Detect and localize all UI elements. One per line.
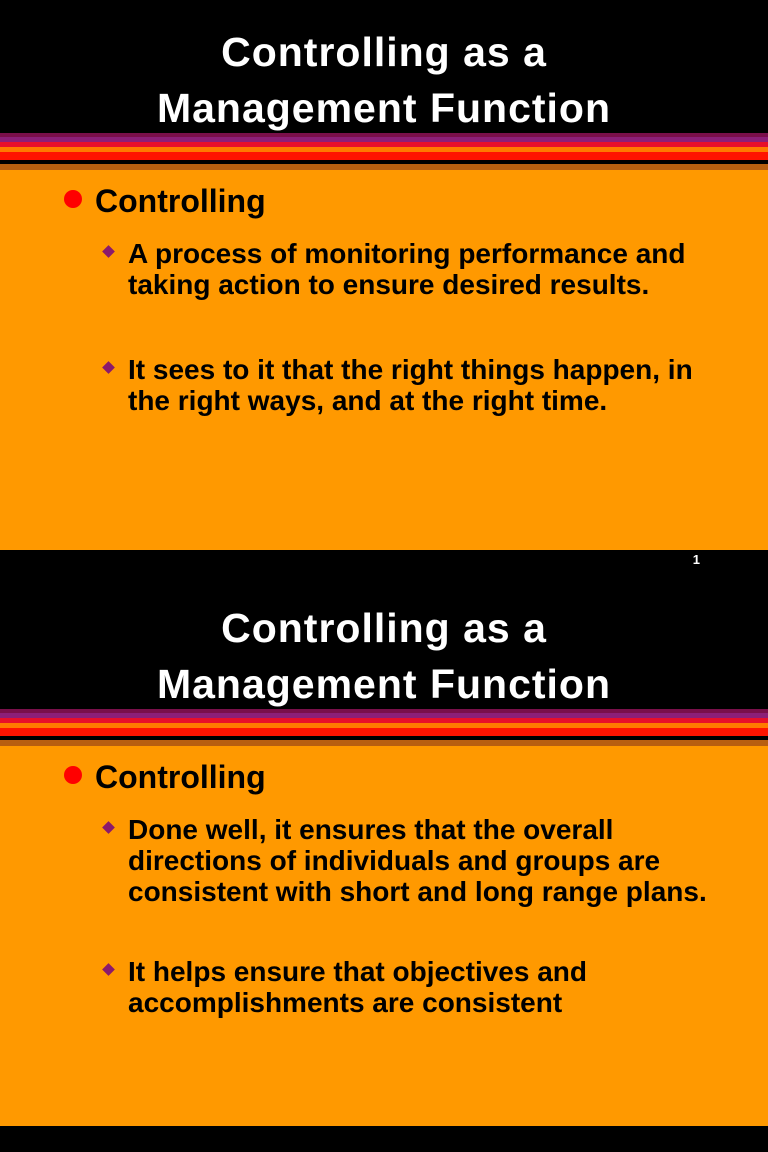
bullet-dot-icon <box>64 766 82 784</box>
sub-bullet-text: Done well, it ensures that the overall directions of individuals and groups are consistent with short and long range plans. <box>128 814 707 907</box>
diamond-bullet-icon <box>102 963 115 976</box>
decorative-stripes <box>0 133 768 170</box>
diamond-bullet-icon <box>102 361 115 374</box>
diamond-bullet-icon <box>102 245 115 258</box>
main-bullet-label: Controlling <box>95 183 266 219</box>
slide-footer <box>0 550 768 576</box>
slide-2 <box>0 576 768 1152</box>
slide-title-line-2: Management Function <box>156 661 612 707</box>
slide-title-line-2: Management Function <box>156 85 612 131</box>
sub-bullet-text: It sees to it that the right things happen, in the right ways, and at the right time. <box>128 354 693 416</box>
sub-bullet-text: A process of monitoring performance and taking action to ensure desired results. <box>128 238 686 300</box>
sub-bullet-text: It helps ensure that objectives and accomplishments are consistent <box>128 956 588 1018</box>
bullet-dot-icon <box>64 190 82 208</box>
sub-bullet <box>104 354 704 454</box>
slide-title <box>0 24 768 136</box>
slide-title-line-1: Controlling as a <box>221 605 547 651</box>
page-number: 1 <box>692 552 700 567</box>
sub-bullet <box>104 238 704 338</box>
slide-content <box>0 170 768 550</box>
slide-content <box>0 746 768 1126</box>
sub-bullet <box>104 956 704 1026</box>
sub-bullet <box>104 814 707 944</box>
decorative-stripes <box>0 709 768 746</box>
slide-title-line-1: Controlling as a <box>221 29 547 75</box>
diamond-bullet-icon <box>102 821 115 834</box>
main-bullet-label: Controlling <box>95 759 266 795</box>
slide-title <box>0 600 768 712</box>
